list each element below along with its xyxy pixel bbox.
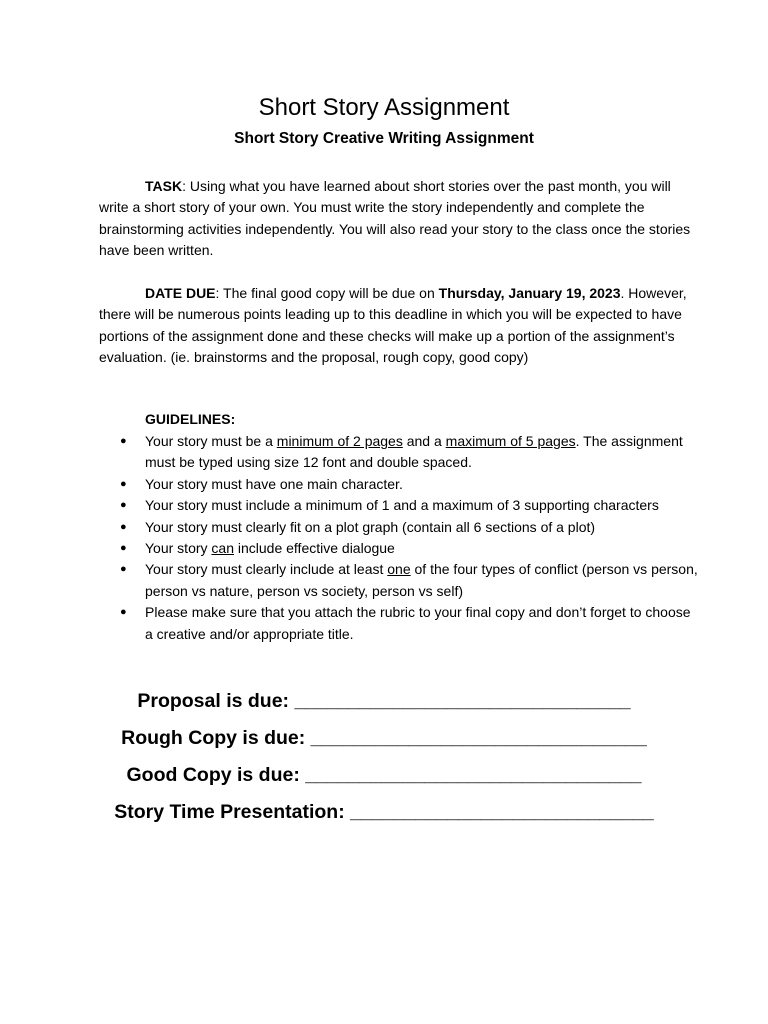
guideline-underlined-text: maximum of 5 pages	[445, 433, 576, 449]
guideline-text: of the four types of conflict (person vs person, person vs nature, person vs society, person vs self)	[145, 561, 698, 599]
guideline-text: include effective dialogue	[233, 540, 395, 557]
guideline-text: and a	[402, 433, 446, 449]
date-due-text-before: : The final good copy will be due on	[215, 285, 439, 301]
list-item	[99, 517, 699, 538]
list-item	[99, 559, 699, 602]
rough-copy-due-line: Rough Copy is due: _______________________________	[121, 727, 647, 749]
date-due-paragraph	[99, 283, 699, 369]
guideline-text: Your story	[145, 540, 212, 557]
list-item	[99, 431, 699, 474]
document-subtitle: Short Story Creative Writing Assignment	[234, 130, 534, 147]
list-item	[99, 495, 699, 516]
guideline-text: Your story must be a	[145, 433, 277, 449]
list-item	[99, 474, 699, 495]
proposal-due-line: Proposal is due: _______________________________	[137, 690, 631, 712]
date-due-text-after: . However, there will be numerous points leading up to this deadline in which you will be expected to have portions of the assignment done and these checks will make up a portion of the assignment’s evaluation. (ie. brainstorms and the proposal, rough copy, good copy)	[99, 285, 687, 366]
bullet-icon: ●	[120, 499, 127, 512]
task-text: : Using what you have learned about short stories over the past month, you will write a short story of your own. You must write the story independently and complete the brainstorming activities independently. You will also read your story to the class once the stories have been written.	[99, 178, 691, 259]
bullet-icon: ●	[120, 477, 127, 490]
guideline-text: Your story must clearly fit on a plot graph (contain all 6 sections of a plot)	[145, 518, 596, 535]
guideline-text: . The assignment must be typed using size 12 font and double spaced.	[145, 433, 683, 471]
guideline-text: Your story must include a minimum of 1 and a maximum of 3 supporting characters	[145, 497, 659, 514]
story-time-presentation-line: Story Time Presentation: ____________________________	[114, 801, 654, 823]
due-date: Thursday, January 19, 2023	[438, 285, 621, 301]
date-due-label: DATE DUE	[145, 285, 216, 301]
document-title: Short Story Assignment	[258, 94, 510, 121]
task-label: TASK	[145, 178, 183, 194]
guideline-underlined-text: one	[387, 561, 411, 578]
guidelines-heading: GUIDELINES:	[145, 411, 236, 427]
task-paragraph	[99, 176, 699, 262]
guideline-underlined-text: can	[211, 540, 234, 557]
bullet-icon: ●	[120, 563, 127, 576]
bullet-icon: ●	[120, 520, 127, 533]
guideline-text: Your story must clearly include at least	[145, 561, 388, 578]
good-copy-due-line: Good Copy is due: _______________________________	[126, 764, 642, 786]
guidelines-list	[99, 431, 699, 645]
list-item	[99, 602, 699, 645]
guideline-underlined-text: minimum of 2 pages	[276, 433, 403, 449]
bullet-icon: ●	[120, 542, 127, 555]
list-item	[99, 538, 699, 559]
bullet-icon: ●	[120, 606, 127, 619]
guideline-text: Please make sure that you attach the rubric to your final copy and don’t forget to choose a creative and/or appropriate title.	[145, 604, 691, 642]
guideline-text: Your story must have one main character.	[145, 475, 403, 492]
bullet-icon: ●	[120, 435, 127, 447]
